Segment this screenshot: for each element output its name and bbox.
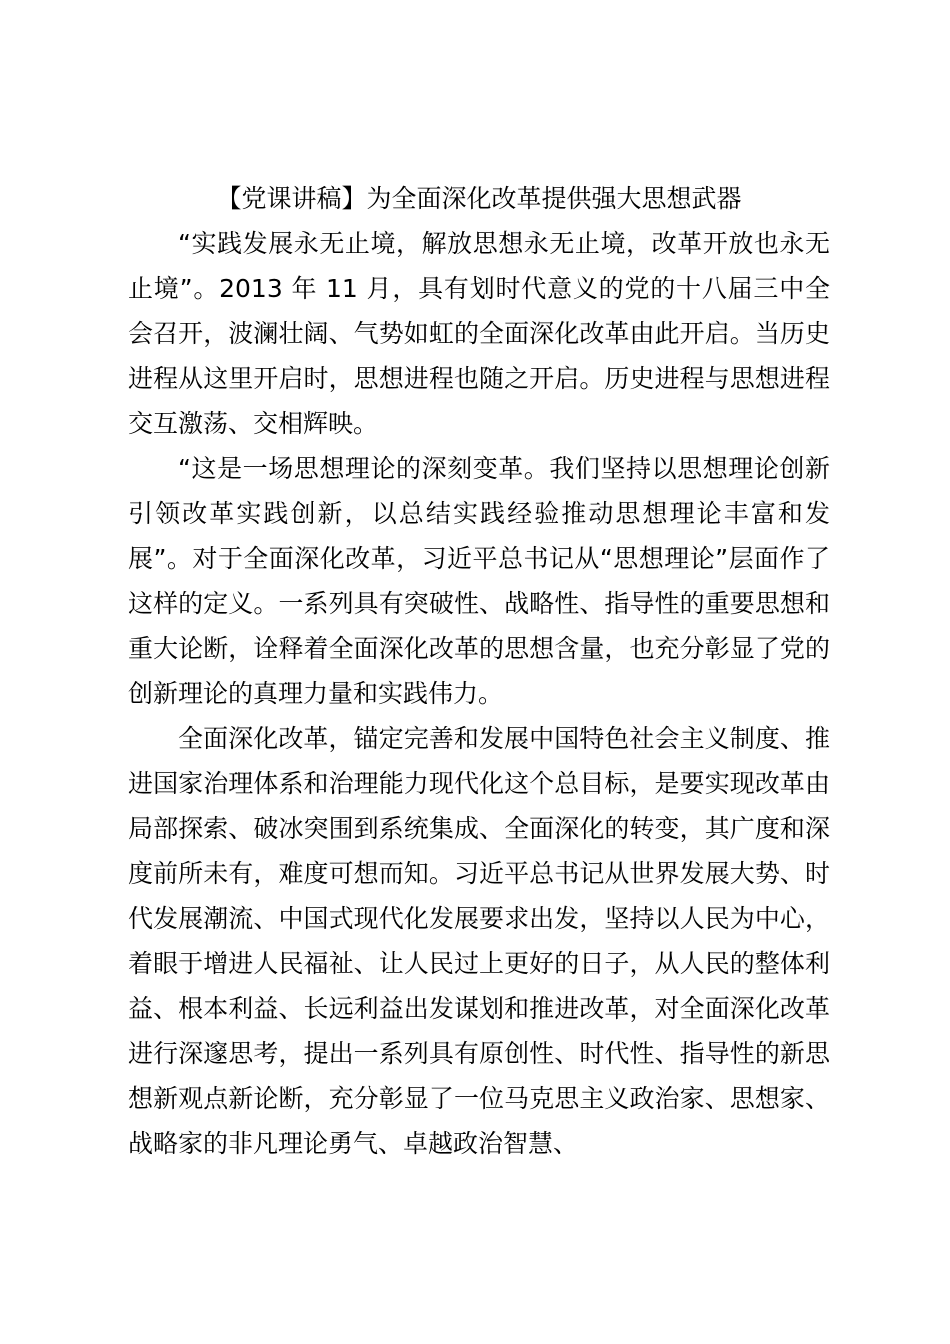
document-body [128, 176, 830, 1166]
paragraph-2: “这是一场思想理论的深刻变革。我们坚持以思想理论创新引领改革实践创新，以总结实践经验推动思想理论丰富和发展”。对于全面深化改革，习近平总书记从“思想理论”层面作了这样的定义。一系列具有突破性、战略性、指导性的重要思想和重大论断，诠释着全面深化改革的思想含量，也充分彰显了党的创新理论的真理力量和实践伟力。 [128, 454, 830, 708]
paragraph-3: 全面深化改革，锚定完善和发展中国特色社会主义制度、推进国家治理体系和治理能力现代化这个总目标，是要实现改革由局部探索、破冰突围到系统集成、全面深化的转变，其广度和深度前所未有，难度可想而知。习近平总书记从世界发展大势、时代发展潮流、中国式现代化发展要求出发，坚持以人民为中心，着眼于增进人民福祉、让人民过上更好的日子，从人民的整体利益、根本利益、长远利益出发谋划和推进改革，对全面深化改革进行深邃思考，提出一系列具有原创性、时代性、指导性的新思想新观点新论断，充分彰显了一位马克思主义政治家、思想家、战略家的非凡理论勇气、卓越政治智慧、 [128, 724, 830, 1158]
document-title: 【党课讲稿】为全面深化改革提供强大思想武器 [216, 184, 742, 213]
paragraph-1: “实践发展永无止境，解放思想永无止境，改革开放也永无止境”。2013 年 11 月，具有划时代意义的党的十八届三中全会召开，波澜壮阔、气势如虹的全面深化改革由此开启。当历史进程从这里开启时，思想进程也随之开启。历史进程与思想进程交互激荡、交相辉映。 [128, 229, 830, 438]
